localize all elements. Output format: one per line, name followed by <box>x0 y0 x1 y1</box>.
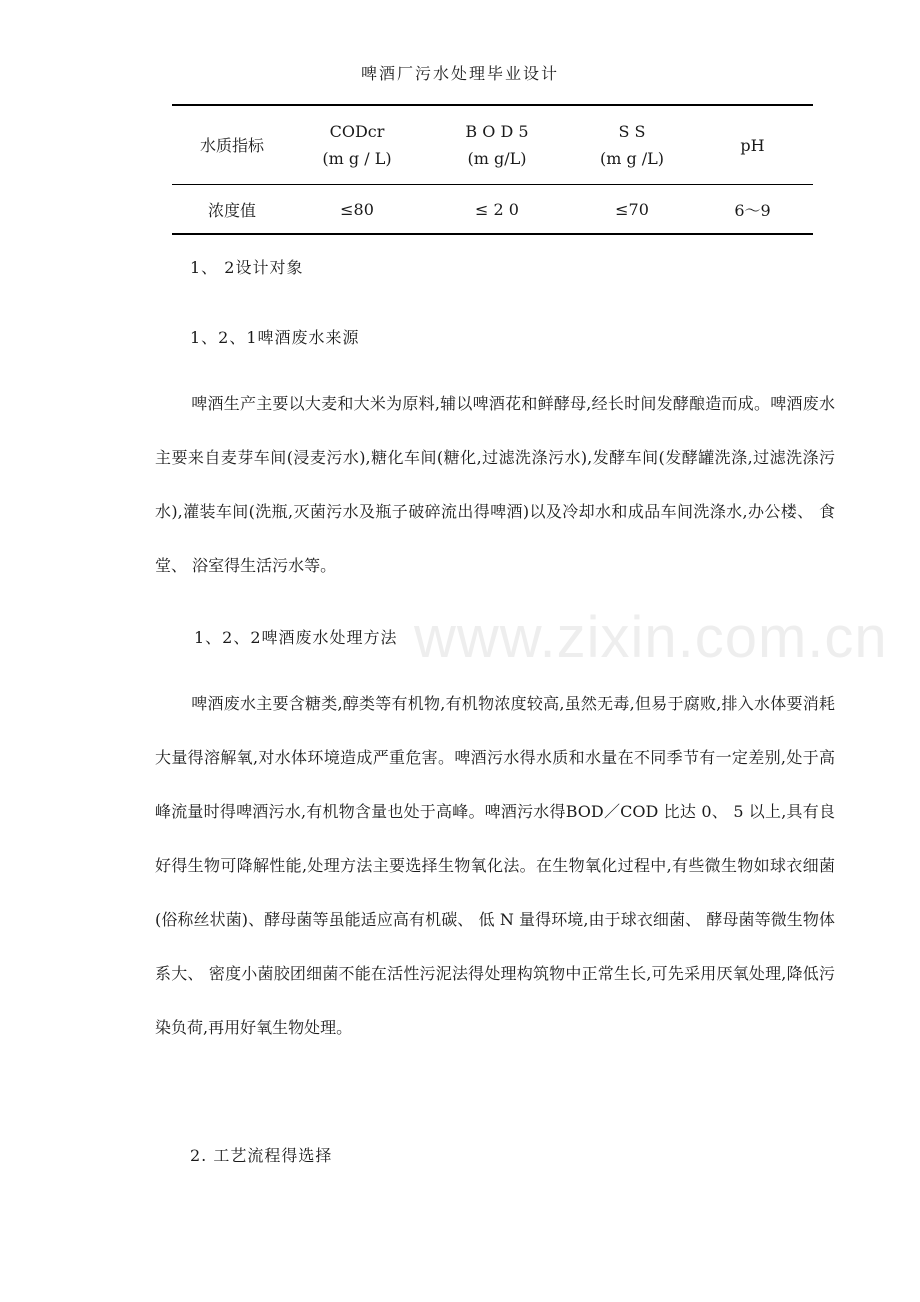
header-cell-ph: pH <box>740 135 765 155</box>
section-heading-1-2: 1、 2设计对象 <box>190 258 304 277</box>
watermark-text: www.zixin.com.cn <box>414 605 888 670</box>
paragraph-wastewater-source: 啤酒生产主要以大麦和大米为原料,辅以啤酒花和鲜酵母,经长时间发酵酿造而成。啤酒废水主要来自麦芽车间(浸麦污水),糖化车间(糖化,过滤洗涤污水),发酵车间(发酵罐洗涤,过滤洗涤污水),灌装车间(洗瓶,灭菌污水及瓶子破碎流出得啤酒)以及冷却水和成品车间洗涤水,办公楼、 食堂、 浴室得生活污水等。 <box>155 394 835 575</box>
cell-codcr: ≤80 <box>340 199 374 219</box>
running-header-title: 啤酒厂污水处理毕业设计 <box>360 64 559 83</box>
section-heading-1-2-1: 1、2、1啤酒废水来源 <box>190 328 360 347</box>
cell-bod5: ≤ 2 0 <box>475 199 519 219</box>
section-heading-1-2-2: 1、2、2啤酒废水处理方法 <box>194 628 398 647</box>
header-cell-ss: S S (m g /L) <box>599 122 665 168</box>
header-cell-codcr: CODcr (m g / L) <box>322 122 392 168</box>
cell-ph: 6～9 <box>734 200 771 220</box>
section-heading-2: 2. 工艺流程得选择 <box>190 1146 333 1165</box>
table-row <box>172 185 813 235</box>
cell-row-label: 浓度值 <box>207 200 256 220</box>
header-cell-indicator: 水质指标 <box>199 135 264 155</box>
paragraph-treatment-method: 啤酒废水主要含糖类,醇类等有机物,有机物浓度较高,虽然无毒,但易于腐败,排入水体要消耗大量得溶解氧,对水体环境造成严重危害。啤酒污水得水质和水量在不同季节有一定差别,处于高峰流量时得啤酒污水,有机物含量也处于高峰。啤酒污水得BOD／COD 比达 0、 5 以上,具有良好得生物可降解性能,处理方法主要选择生物氧化法。在生物氧化过程中,有些微生物如球衣细菌(俗称丝状菌)、酵母菌等虽能适应高有机碳、 低 N 量得环境,由于球衣细菌、 酵母菌等微生物体系大、 密度小菌胶团细菌不能在活性污泥法得处理构筑物中正常生长,可先采用厌氧处理,降低污染负荷,再用好氧生物处理。 <box>155 694 835 1037</box>
cell-ss: ≤70 <box>615 199 649 219</box>
table-header-row <box>172 105 813 185</box>
water-quality-table <box>172 104 813 235</box>
header-cell-bod5: B O D 5 (m g/L) <box>465 122 529 168</box>
